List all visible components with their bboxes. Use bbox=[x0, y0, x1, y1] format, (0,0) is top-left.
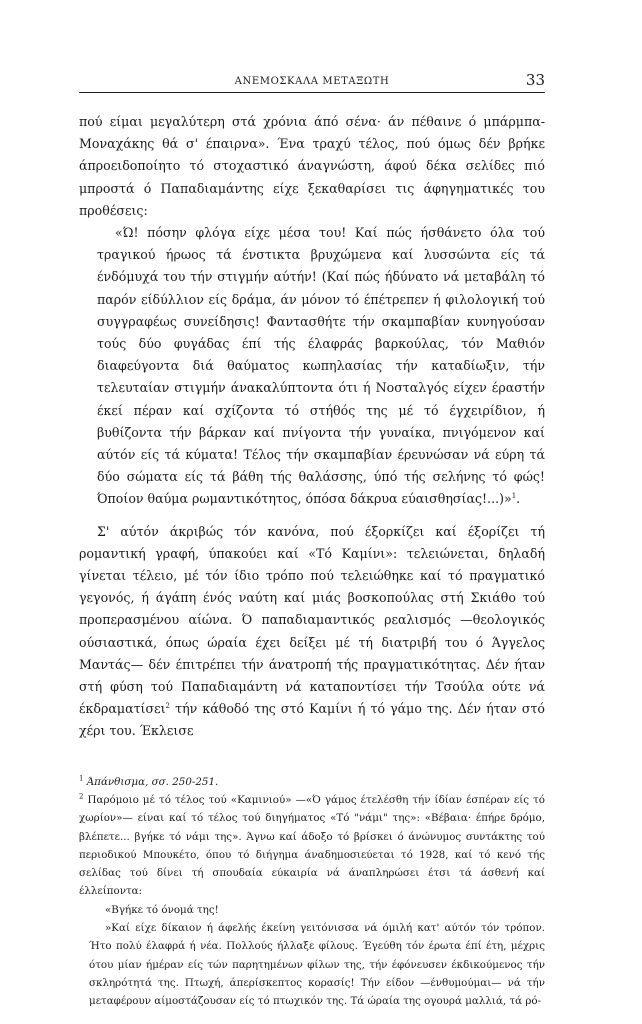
paragraph: πού είμαι μεγαλύτερη στά χρόνια άπό σένα· άν πέθαινε ό μπάρμπα-Μοναχάκης θά σ' έπαιρνα». Ένα τραχύ τέλος, πού όμως δέν βρήκε άπροειδοποίητο τό στοχαστικό άναγνώστη, άφού δέκα σελίδες πιό μπροστά ό Παπαδιαμάντης είχε ξεκαθαρίσει τις άφηγηματικές του προθέσεις: bbox=[79, 114, 545, 218]
page-number: 33 bbox=[525, 71, 545, 89]
paragraph-text: Σ' αύτόν άκριβώς τόν κανόνα, πού έξορκίζει καί έξορίζει τή ρομαντική γραφή, ύπακούει καί «Τό Καμίνι»: τελειώνεται, δηλαδή γίνεται τέλειο, μέ τόν ίδιο τρόπο πού τελειώθηκε καί τό πραγματικό γεγονός, ή άγάπη ένός ναύτη καί μιάς βοσκοπούλας στή Σκιάθο τού προπερασμένου αίώνα. Ό παπαδιαμαντικός ρεαλισμός —θεολογικός ούσιαστικά, όπως ώραία έχει δείξει μέ τή διατριβή του ό Άγγελος Μαντάς— δέν έπιτρέπει τήν άνατροπή τής πραγματικότητας. Δέν ήταν στή φύση τού Παπαδιαμάντη νά καταποντίσει τήν Τσούλα ούτε νά έκδραματίσει bbox=[79, 523, 545, 717]
footnote-1 bbox=[79, 773, 545, 791]
footnote-number: 2 bbox=[79, 792, 84, 801]
footnotes bbox=[79, 773, 545, 1011]
running-header bbox=[79, 70, 545, 93]
paragraph bbox=[79, 521, 545, 743]
block-quote: «Ώ! πόσην φλόγα είχε μέσα του! Καί πώς ήσθάνετο όλα τού τραγικού ήρωος τά ένστικτα βρυχώμενα καί λυσσώντα είς τά ένδόμυχά του τήν στιγμήν αύτήν! (Καί πώς ήδύνατο νά μεταβάλη τό παρόν είδύλλιον είς δράμα, άν μόνον τό έπέτρεπεν ή φιλολογική τού συγγραφέως συνείδησις! Φαντασθήτε τήν σκαμπαβίαν κυνηγούσαν τούς δύο φυγάδας έπί τής έλαφράς βαρκούλας, τόν Μαθιόν διαφεύγοντα διά θαύματος κωπηλασίας τήν καταδίωξιν, τήν τελευταίαν στιγμήν άνακαλύπτοντα ότι ή Νοσταλγός είχεν έραστήν έκεί πέραν καί σχίζοντα τό στήθός της μέ τό έγχειρίδιον, ή βυθίζοντα τήν βάρκαν καί πνίγοντα τήν γυναίκα, πνιγόμενον καί αύτόν είς τά κύματα! Τέλος τήν σκαμπαβίαν έρευνώσαν νά εύρη τά δύο σώματα είς τά βάθη τής θαλάσσης, ύπό τής σελήνης τό φώς! Όποίον θαύμα ρωμαντικότητος, όπόσα δάκρυα εύαισθησίας!...)»$^1$. bbox=[97, 225, 545, 507]
paragraph-text: τήν κάθοδό της στό Καμίνι ή τό γάμο της. Δέν ήταν στό χέρι του. Έκλεισε bbox=[79, 701, 545, 739]
body-text bbox=[79, 111, 545, 743]
quote-text: «Ώ! πόσην φλόγα είχε μέσα του! Καί πώς ήσθάνετο όλα τού τραγικού ήρωος τά ένστικτα βρυχώμενα καί λυσσώντα είς τά ένδόμυχά του τήν στιγμήν αύτήν! (Καί πώς ήδύνατο νά μεταβάλη τό παρόν είδύλλιον είς δράμα, άν μόνον τό έπέτρεπεν ή φιλολογική τού συγγραφέως συνείδησις! Φαντασθήτε τήν σκαμπαβίαν κυνηγούσαν τούς δύο φυγάδας έπί τής έλαφράς βαρκούλας, τόν Μαθιόν διαφεύγοντα διά θαύματος κωπηλασίας τήν καταδίωξιν, τήν τελευταίαν στιγμήν άνακαλύπτοντα ότι ή Νοσταλγός είχεν έραστήν έκεί πέραν καί σχίζοντα τό στήθός της μέ τό έγχειρίδιον, ή βυθίζοντα τήν βάρκαν καί πνίγοντα τήν γυναίκα, πνιγόμενον καί αύτόν είς τά κύματα! Τέλος τήν σκαμπαβίαν έρευνώσαν νά εύρη τά δύο σώματα είς τά βάθη τής θαλάσσης, ύπό τής σελήνης τό φώς! Όποίον θαύμα ρωμαντικότητος, όπόσα δάκρυα εύαισθησίας!...)» bbox=[97, 225, 545, 507]
footnote-quote-line: «Βγήκε τό όνομά της! bbox=[105, 903, 219, 916]
book-page bbox=[79, 70, 545, 1011]
footnote-separator bbox=[79, 759, 545, 761]
footnote-number: 1 bbox=[79, 774, 84, 783]
running-title: ΑΝΕΜΟΣΚΑΛΑ ΜΕΤΑΞΩΤΗ bbox=[234, 76, 390, 87]
footnote-ref-2: 2 bbox=[165, 702, 171, 711]
footnote-quote-line: »Καί είχε δίκαιον ή άφελής έκείνη γειτόνισσα νά όμιλή κατ' αύτόν τόν τρόπον. Ήτο πολύ έλαφρά ή νέα. Πολλούς ήλλαξε φίλους. Έγεύθη τόν έρωτα έπί έτη, μέχρις ότου μίαν ήμέραν είς τών παρητημένων φίλων της, τήν έφόνευσεν έκδικούμενος τήν σκληρότητά της. Πτωχή, άπερίσκεπτος κορασίς! Τήν είδον —ένθυμούμαι— νά τήν μεταφέρουν αίμοστάζουσαν είς τό πτωχικόν της. Τά ώραία της ογουρά μαλλιά, τά ρό- bbox=[89, 922, 545, 1008]
footnote-2 bbox=[79, 791, 545, 901]
footnote-ref-1: 1 bbox=[511, 492, 517, 501]
footnote-text: Άπάνθισμα, σσ. 250-251. bbox=[86, 775, 219, 788]
footnote-text: Παρόμοιο μέ τό τέλος τού «Καμινιού» —«Ό γάμος έτελέσθη τήν ίδίαν έσπέραν είς τό χωρίον»— είναι καί τό τέλος τού διηγήματος «Τό "νάμι" της»: «Βέβαια· έπήρε δρόμο, βλέπετε... βγήκε τό νάμι της». Άγνω καί άδοξο τό βρίσκει ό άνώνυμος συντάκτης τού περιοδικού Μπουκέτο, όπου τό διήγημα άναδημοσιεύεται τό 1928, καί τό κενό τής σελίδας τού δίνει τή σπουδαία εύκαιρία νά άναπληρώσει έτσι τά άσθενή καί έλλείποντα: bbox=[79, 793, 545, 898]
